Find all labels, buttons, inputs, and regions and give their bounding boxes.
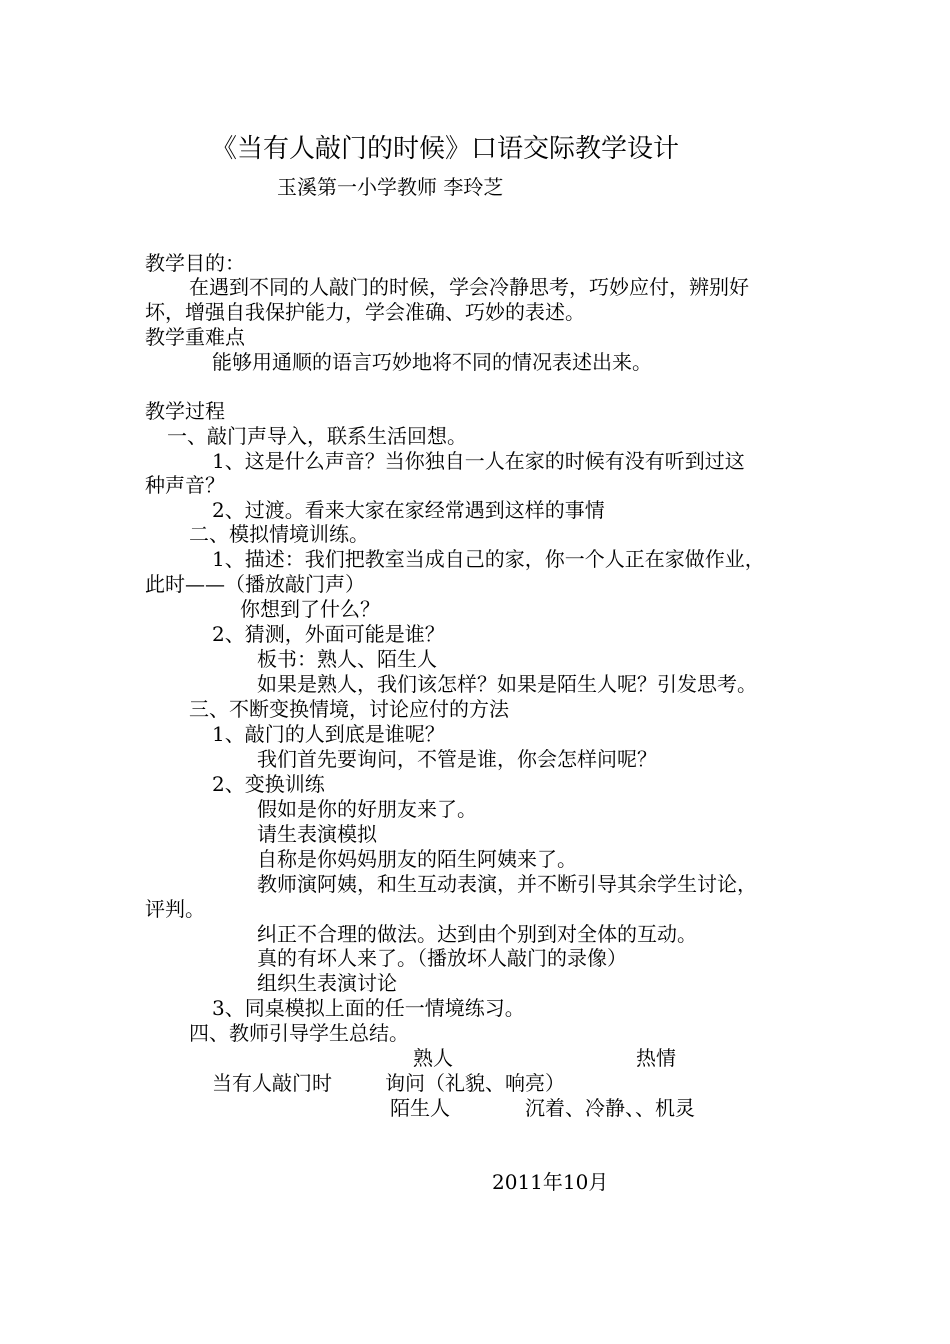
summary-warm: 热情 [636, 1046, 676, 1070]
section-3-item2-a: 假如是你的好朋友来了。 [257, 797, 477, 821]
section-3-item2-e: 评判。 [145, 897, 205, 921]
section-2-item2-think: 如果是熟人，我们该怎样？如果是陌生人呢？引发思考。 [257, 672, 757, 696]
section-3-item2-f: 纠正不合理的做法。达到由个别到对全体的互动。 [257, 922, 697, 946]
section-3-item2-d: 教师演阿姨，和生互动表演，并不断引导其余学生讨论， [257, 872, 757, 896]
section-2-item1-question: 你想到了什么？ [240, 597, 380, 621]
section-3-item2-b: 请生表演模拟 [257, 822, 377, 846]
key-heading: 教学重难点 [145, 325, 245, 349]
key-text: 能够用通顺的语言巧妙地将不同的情况表述出来。 [212, 350, 652, 374]
document-title: 《当有人敲门的时候》口语交际教学设计 [211, 134, 680, 164]
section-3-heading: 三、不断变换情境，讨论应付的方法 [189, 697, 509, 721]
section-2-heading: 二、模拟情境训练。 [189, 522, 369, 546]
section-4-heading: 四、教师引导学生总结。 [189, 1021, 409, 1045]
summary-when: 当有人敲门时 [212, 1071, 332, 1095]
summary-ask: 询问（礼貌、响亮） [385, 1071, 565, 1095]
section-1-item1-cont: 种声音？ [145, 473, 225, 497]
section-2-item2: 2、猜测，外面可能是谁？ [212, 622, 445, 646]
section-1-item2: 2、过渡。看来大家在家经常遇到这样的事情 [212, 498, 605, 522]
goal-text-line1: 在遇到不同的人敲门的时候，学会冷静思考，巧妙应付，辨别好 [189, 275, 749, 299]
author-line: 玉溪第一小学教师 李玲芝 [277, 175, 504, 199]
section-2-item2-board: 板书：熟人、陌生人 [257, 647, 437, 671]
goal-heading: 教学目的： [145, 251, 245, 275]
section-3-item1: 1、敲门的人到底是谁呢？ [212, 722, 445, 746]
summary-familiar: 熟人 [413, 1046, 453, 1070]
summary-calm: 沉着、冷静、、机灵 [525, 1096, 695, 1120]
document-date: 2011年10月 [492, 1170, 609, 1194]
summary-stranger: 陌生人 [390, 1096, 450, 1120]
section-3-item2: 2、变换训练 [212, 772, 325, 796]
section-3-item2-g: 真的有坏人来了。（播放坏人敲门的录像） [257, 946, 627, 970]
goal-text-line2: 坏，增强自我保护能力，学会准确、巧妙的表述。 [145, 300, 585, 324]
section-3-item2-h: 组织生表演讨论 [257, 971, 397, 995]
section-1-heading: 一、敲门声导入，联系生活回想。 [167, 424, 467, 448]
section-1-item1: 1、这是什么声音？当你独自一人在家的时候有没有听到过这 [212, 449, 745, 473]
section-3-item1-ask: 我们首先要询问，不管是谁，你会怎样问呢？ [257, 747, 657, 771]
process-heading: 教学过程 [145, 399, 225, 423]
section-3-item2-c: 自称是你妈妈朋友的陌生阿姨来了。 [257, 847, 577, 871]
section-3-item3: 3、同桌模拟上面的任一情境练习。 [212, 996, 525, 1020]
section-2-item1-cont: 此时——（播放敲门声） [145, 572, 365, 596]
section-2-item1: 1、描述：我们把教室当成自己的家，你一个人正在家做作业， [212, 547, 765, 571]
